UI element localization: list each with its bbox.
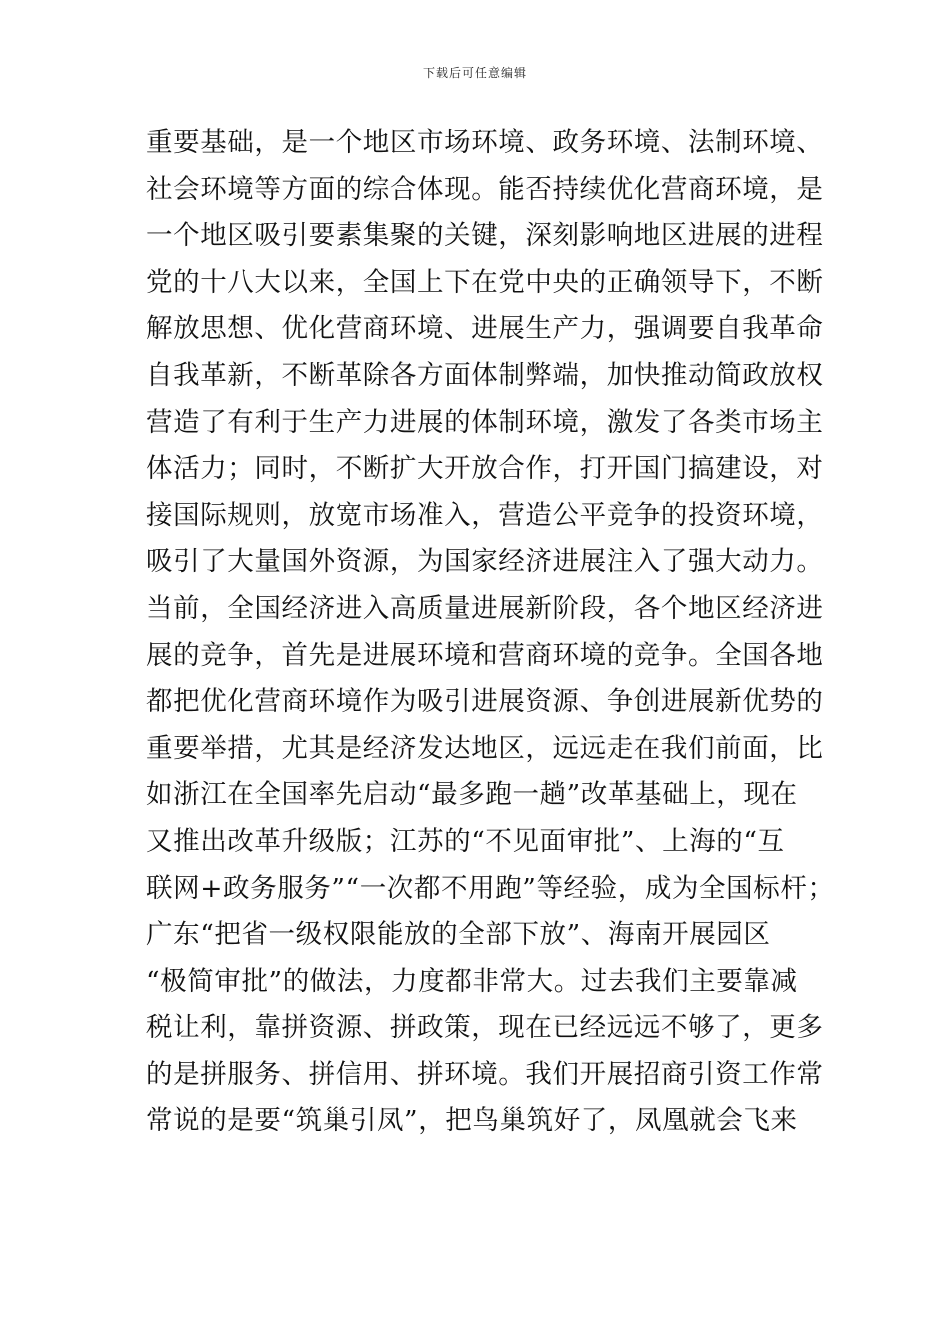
text-line: 的是拼服务、拼信用、拼环境。我们开展招商引资工作常 (146, 1058, 824, 1090)
text-line: 自我革新，不断革除各方面体制弊端，加快推动简政放权 (146, 359, 824, 391)
text-line: 广东“把省一级权限能放的全部下放”、海南开展园区 (146, 919, 771, 951)
text-line: 联网+政务服务”“一次都不用跑”等经验，成为全国标杆； (146, 872, 835, 904)
text-line: 体活力；同时，不断扩大开放合作，打开国门搞建设，对 (146, 453, 824, 485)
text-line: 展的竞争，首先是进展环境和营商环境的竞争。全国各地 (146, 639, 824, 671)
text-line: 又推出改革升级版；江苏的“不见面审批”、上海的“互 (146, 825, 785, 857)
text-line: 接国际规则，放宽市场准入，营造公平竞争的投资环境， (146, 499, 824, 531)
page-header: 下载后可任意编辑 (422, 66, 527, 80)
document-body (146, 120, 835, 1145)
text-line: 税让利，靠拼资源、拼政策，现在已经远远不够了，更多 (146, 1012, 824, 1044)
text-line: 一个地区吸引要素集聚的关键，深刻影响地区进展的进程 (146, 220, 824, 252)
text-line: 党的十八大以来，全国上下在党中央的正确领导下，不断 (146, 266, 824, 298)
text-line: 社会环境等方面的综合体现。能否持续优化营商环境，是 (146, 173, 824, 205)
text-line: “极简审批”的做法，力度都非常大。过去我们主要靠减 (146, 965, 798, 997)
text-line: 当前，全国经济进入高质量进展新阶段，各个地区经济进 (146, 592, 824, 624)
text-line: 营造了有利于生产力进展的体制环境，激发了各类市场主 (146, 406, 824, 438)
text-line: 常说的是要“筑巢引凤”，把鸟巢筑好了，凤凰就会飞来 (146, 1105, 798, 1137)
text-line: 吸引了大量国外资源，为国家经济进展注入了强大动力。 (146, 546, 824, 578)
text-line: 解放思想、优化营商环境、进展生产力，强调要自我革命 (146, 313, 824, 345)
text-line: 都把优化营商环境作为吸引进展资源、争创进展新优势的 (146, 686, 824, 718)
text-line: 重要基础，是一个地区市场环境、政务环境、法制环境、 (146, 127, 824, 158)
text-line: 如浙江在全国率先启动“最多跑一趟”改革基础上，现在 (146, 779, 798, 811)
text-line: 重要举措，尤其是经济发达地区，远远走在我们前面，比 (146, 732, 824, 764)
